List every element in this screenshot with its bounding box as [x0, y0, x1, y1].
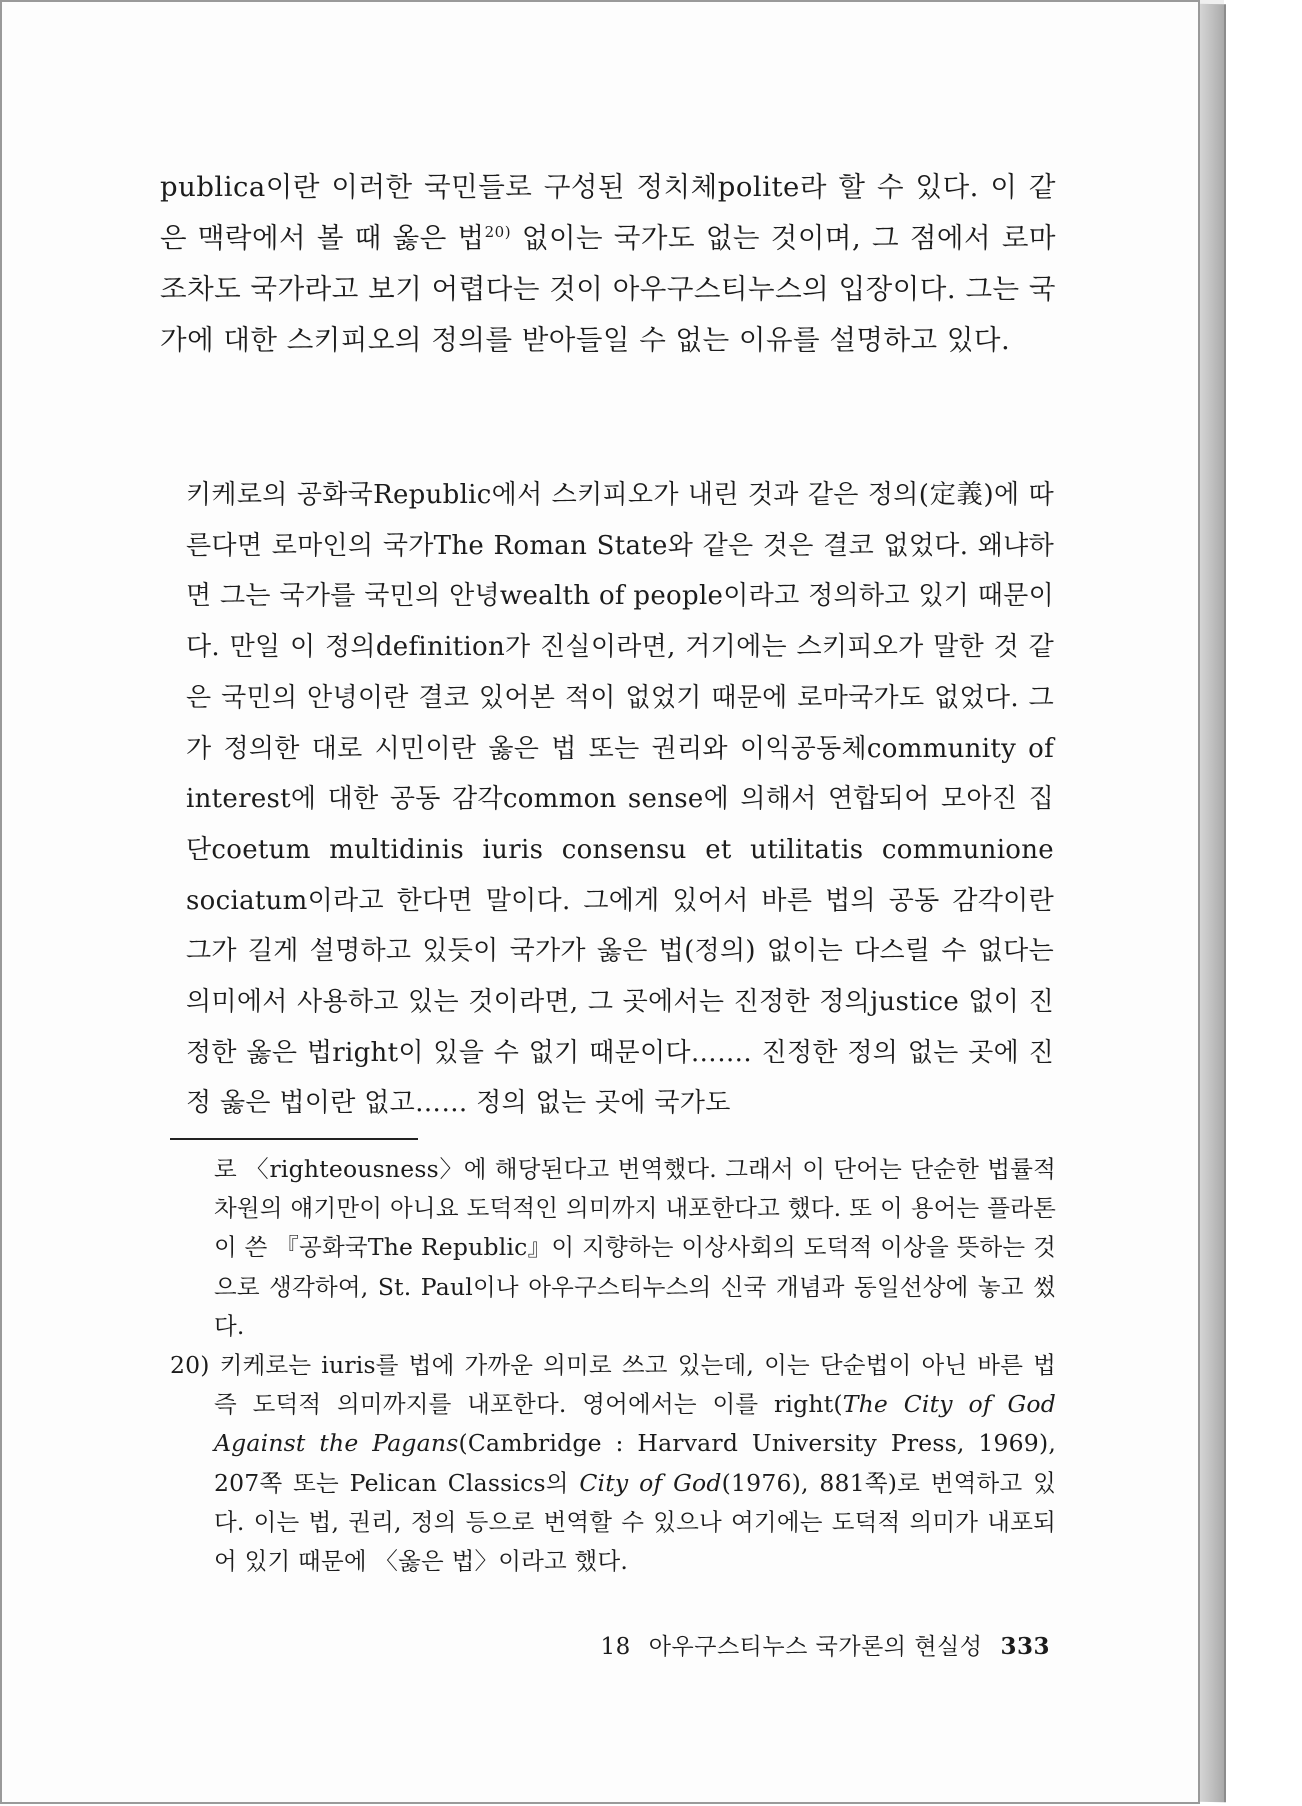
footnote-divider [170, 1138, 418, 1140]
paragraph-text-part1: publica이란 이러한 국민들로 구성된 정치체polite라 할 수 있다. 이 같은 맥락에서 볼 때 옳은 법 [160, 171, 1056, 254]
block-quotation [186, 470, 1054, 1129]
quotation-text: 키케로의 공화국Republic에서 스키피오가 내린 것과 같은 정의(定義)에 따른다면 로마인의 국가The Roman State와 같은 것은 결코 없었다. 왜냐하면 그는 국가를 국민의 안녕wealth of people이라고 정의하고 있기 때문이다. 만일 이 정의definition가 진실이라면, 거기에는 스키피오가 말한 것 같은 국민의 안녕이란 결코 있어본 적이 없었기 때문에 로마국가도 없었다. 그가 정의한 대로 시민이란 옳은 법 또는 권리와 이익공동체community of interest에 대한 공동 감각common sense에 의해서 연합되어 모아진 집단coetum multidinis iuris consensu et utilitatis communione sociatum이라고 한다면 말이다. 그에게 있어서 바른 법의 공동 감각이란 그가 길게 설명하고 있듯이 국가가 옳은 법(정의) 없이는 다스릴 수 없다는 의미에서 사용하고 있는 것이라면, 그 곳에서는 진정한 정의justice 없이 진정한 옳은 법right이 있을 수 없기 때문이다……. 진정한 정의 없는 곳에 진정 옳은 법이란 없고…… 정의 없는 곳에 국가도 [186, 480, 1054, 1119]
footnote-number: 20) [170, 1351, 210, 1380]
running-footer [601, 1628, 1050, 1661]
footnote-continued: 로 〈righteousness〉에 해당된다고 번역했다. 그래서 이 단어는 단순한 법률적 차원의 얘기만이 아니요 도덕적인 의미까지 내포한다고 했다. 또 이 용어는 플라톤이 쓴 『공화국The Republic』이 지향하는 이상사회의 도덕적 이상을 뜻하는 것으로 생각하여, St. Paul이나 아우구스티누스의 신국 개념과 동일선상에 놓고 썼다. [214, 1155, 1056, 1340]
body-paragraph [160, 162, 1056, 366]
footnote-20 [170, 1346, 1056, 1581]
paragraph-text-part2: 없이는 국가도 없는 것이며, 그 점에서 로마조차도 국가라고 보기 어렵다는 것이 아우구스티누스의 입장이다. 그는 국가에 대한 스키피오의 정의를 받아들일 수 없는 이유를 설명하고 있다. [160, 222, 1056, 356]
footnote-reference[interactable]: 20) [484, 222, 512, 241]
footnote-text-a: 키케로는 iuris를 법에 가까운 의미로 쓰고 있는데, 이는 단순법이 아닌 바른 법 즉 도덕적 의미까지를 내포한다. 영어에서는 이를 right( [214, 1351, 1056, 1419]
book-title-1: The City of God Against the Pagans [214, 1390, 1057, 1458]
footnote-text-b: (Cambridge : Harvard University Press, 1969), 207쪽 또는 Pelican Classics의 [214, 1429, 1056, 1497]
page-number: 333 [1000, 1633, 1050, 1660]
chapter-number: 18 [600, 1634, 631, 1660]
paragraph-text [160, 162, 1056, 366]
book-title-2: City of God [579, 1468, 722, 1497]
footnotes [170, 1150, 1056, 1581]
footnote-text-c: (1976), 881쪽)로 번역하고 있다. 이는 법, 권리, 정의 등으로 번역할 수 있으나 여기에는 도덕적 의미가 내포되어 있기 때문에 〈옳은 법〉이라고 했다. [214, 1468, 1056, 1576]
chapter-title: 아우구스티누스 국가론의 현실성 [648, 1634, 983, 1660]
book-spine-edge [1198, 4, 1226, 1803]
